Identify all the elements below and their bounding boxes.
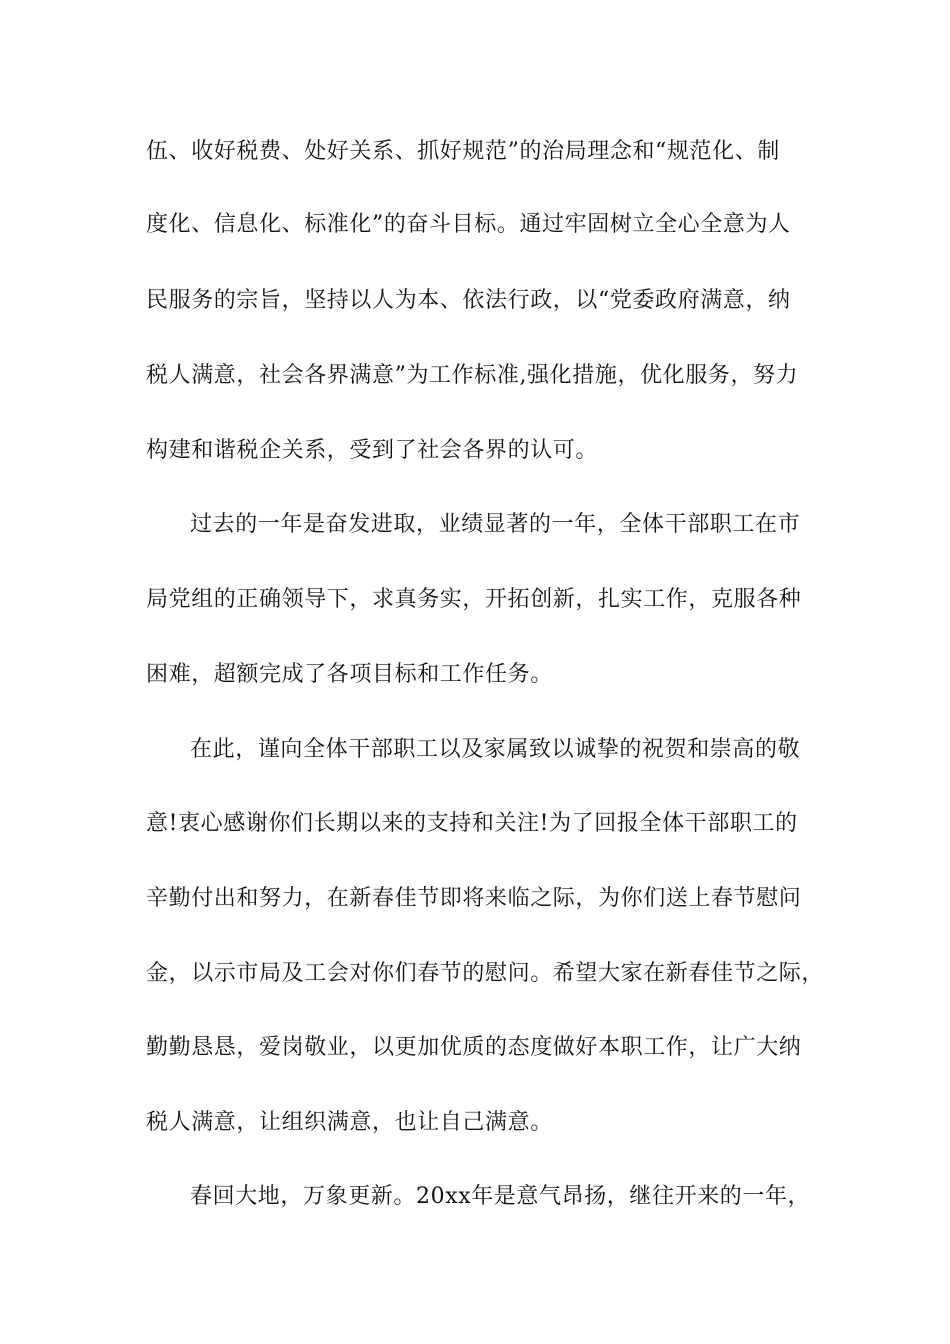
paragraph-line: 税人满意，社会各界满意”为工作标准,强化措施，优化服务，努力 (146, 363, 799, 388)
paragraph-line: 辛勤付出和努力，在新春佳节即将来临之际，为你们送上春节慰问 (146, 886, 802, 911)
paragraph-line: 在此，谨向全体干部职工以及家属致以诚挚的祝贺和崇高的敬 (190, 737, 801, 762)
paragraph-line: 困难，超额完成了各项目标和工作任务。 (146, 662, 553, 687)
paragraph-line: 税人满意，让组织满意，也让自己满意。 (146, 1110, 553, 1135)
paragraph-line: 春回大地，万象更新。20xx年是意气昂扬，继往开来的一年， (190, 1184, 811, 1209)
paragraph-line: 勤勤恳恳，爱岗敬业，以更加优质的态度做好本职工作，让广大纳 (146, 1035, 802, 1060)
paragraph-line: 民服务的宗旨，坚持以人为本、依法行政，以“党委政府满意，纳 (146, 288, 791, 313)
paragraph-line: 过去的一年是奋发进取，业绩显著的一年，全体干部职工在市 (190, 512, 801, 537)
paragraph-line: 度化、信息化、标准化”的奋斗目标。通过牢固树立全心全意为人 (146, 212, 791, 237)
paragraph-line: 伍、收好税费、处好关系、抓好规范”的治局理念和“规范化、制 (146, 139, 780, 164)
paragraph-line: 构建和谐税企关系，受到了社会各界的认可。 (146, 438, 599, 463)
paragraph-line: 局党组的正确领导下，求真务实，开拓创新，扎实工作，克服各种 (146, 587, 802, 612)
paragraph-line: 金，以示市局及工会对你们春节的慰问。希望大家在新春佳节之际， (146, 961, 825, 986)
paragraph-line: 意!衷心感谢你们长期以来的支持和关注!为了回报全体干部职工的 (146, 811, 798, 836)
